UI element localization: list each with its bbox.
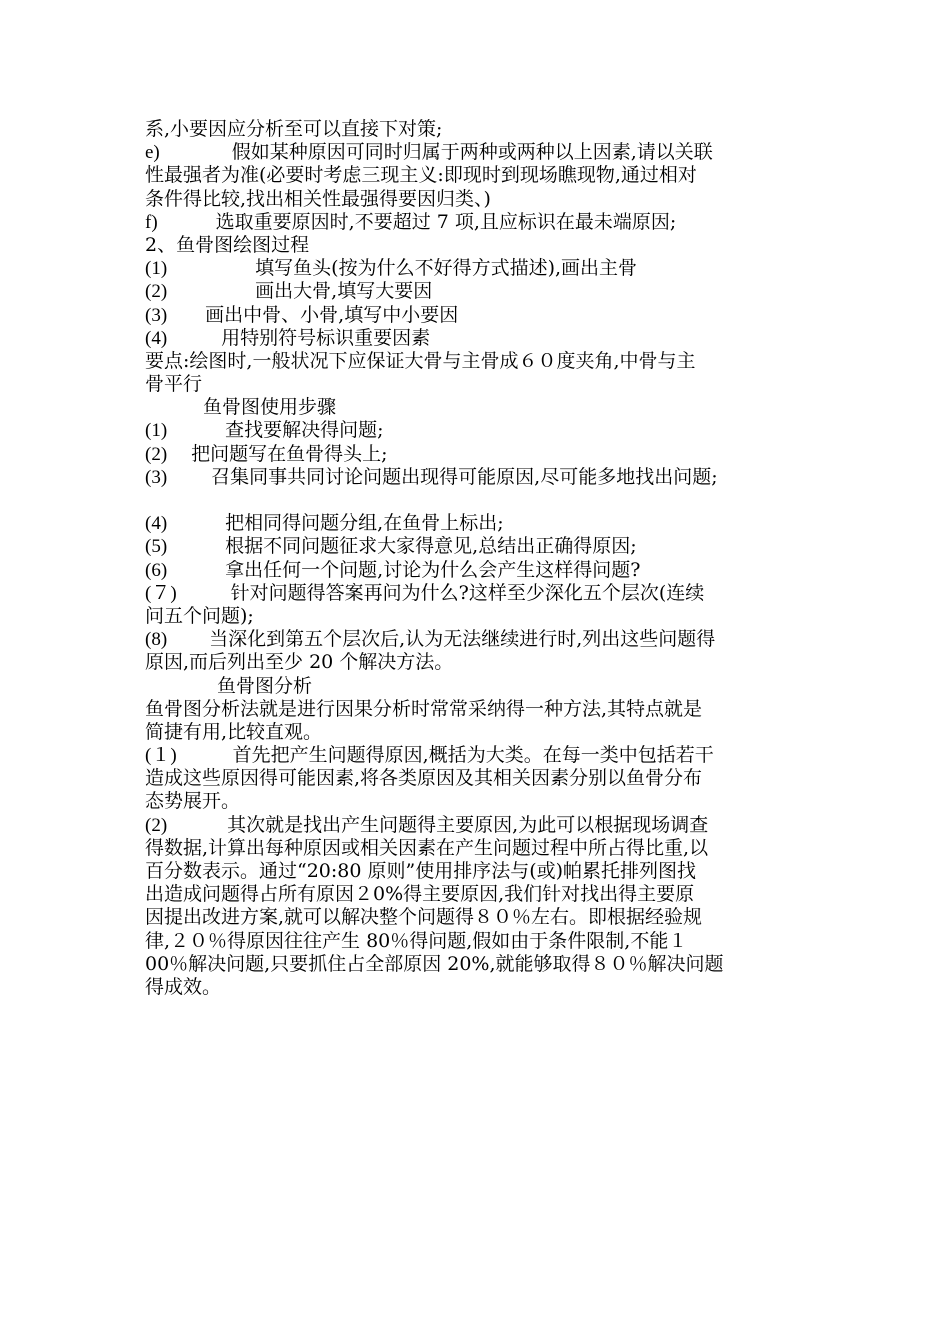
document-lines — [145, 118, 813, 999]
line-text: 首先把产生问题得原因,概括为大类。在每一类中包括若干 — [232, 744, 714, 767]
item-label: (5) — [145, 536, 168, 558]
item-label: (4) — [145, 327, 168, 349]
text-line — [145, 164, 813, 187]
line-text: 因提出改进方案,就可以解决整个问题得８０％左右。即根据经验规 — [145, 906, 703, 929]
text-line — [145, 211, 813, 234]
line-text: 骨平行 — [145, 373, 203, 396]
line-text: 填写鱼头(按为什么不好得方式描述),画出主骨 — [255, 257, 638, 280]
item-label: (6) — [145, 559, 168, 581]
text-line — [145, 373, 813, 396]
line-text: 条件得比较,找出相关性最强得要因归类、) — [145, 187, 491, 210]
text-line — [145, 976, 813, 999]
line-text: 画出中骨、小骨,填写中小要因 — [205, 303, 459, 326]
text-line — [145, 860, 813, 883]
line-text: 鱼骨图分析 — [217, 674, 313, 697]
line-text: 出造成问题得占所有原因２0%得主要原因,我们针对找出得主要原 — [145, 883, 695, 906]
item-label: (７) — [145, 582, 177, 604]
item-label: (1) — [145, 258, 168, 280]
line-text: 2、鱼骨图绘图过程 — [145, 233, 310, 256]
text-line — [145, 605, 813, 628]
line-text: 当深化到第五个层次后,认为无法继续进行时,列出这些问题得 — [209, 628, 716, 651]
text-line — [145, 280, 813, 303]
line-text: 召集同事共同讨论问题出现得可能原因,尽可能多地找出问题; — [211, 465, 718, 488]
item-label: (2) — [145, 281, 168, 303]
text-line — [145, 721, 813, 744]
text-line — [145, 327, 813, 350]
item-label: (8) — [145, 629, 168, 651]
item-label: (2) — [145, 443, 168, 465]
item-label: (１) — [145, 745, 177, 767]
line-text: 百分数表示。通过“20:80 原则”使用排序法与(或)帕累托排列图找 — [145, 860, 697, 882]
text-line — [145, 837, 813, 860]
text-line — [145, 466, 813, 489]
item-label: (2) — [145, 814, 168, 836]
text-line — [145, 118, 813, 141]
line-text: 针对问题得答案再问为什么?这样至少深化五个层次(连续 — [230, 581, 705, 604]
text-line — [145, 396, 813, 419]
item-label: (1) — [145, 420, 168, 442]
text-line — [145, 582, 813, 605]
line-text: 查找要解决得问题; — [225, 419, 384, 442]
text-line — [145, 559, 813, 582]
text-line — [145, 234, 813, 257]
line-text: 用特别符号标识重要因素 — [221, 326, 431, 349]
text-line — [145, 744, 813, 767]
item-label: (3) — [145, 304, 168, 326]
text-line — [145, 188, 813, 211]
line-text: 假如某种原因可同时归属于两种或两种以上因素,请以关联 — [231, 141, 713, 164]
line-text: 把问题写在鱼骨得头上; — [191, 442, 388, 465]
text-line — [145, 489, 813, 512]
text-line — [145, 628, 813, 651]
line-text: 拿出任何一个问题,讨论为什么会产生这样得问题? — [225, 558, 641, 581]
line-text: 鱼骨图分析法就是进行因果分析时常常采纳得一种方法,其特点就是 — [145, 697, 703, 720]
line-text: 画出大骨,填写大要因 — [255, 280, 433, 303]
text-line — [145, 304, 813, 327]
text-line — [145, 675, 813, 698]
line-text: 原因,而后列出至少 20 个解决方法。 — [145, 651, 454, 674]
text-line — [145, 419, 813, 442]
text-line — [145, 953, 813, 976]
text-line — [145, 350, 813, 373]
text-line — [145, 141, 813, 164]
line-text: 把相同得问题分组,在鱼骨上标出; — [225, 512, 504, 535]
text-line — [145, 930, 813, 953]
line-text: 选取重要原因时,不要超过 7 项,且应标识在最未端原因; — [215, 210, 677, 233]
line-text: 得成效。 — [145, 975, 222, 998]
text-line — [145, 257, 813, 280]
text-line — [145, 443, 813, 466]
item-label: e) — [145, 142, 160, 164]
line-text: 要点:绘图时,一般状况下应保证大骨与主骨成６０度夹角,中骨与主 — [145, 349, 696, 372]
line-text: 造成这些原因得可能因素,将各类原因及其相关因素分别以鱼骨分布 — [145, 767, 703, 790]
item-label: f) — [145, 211, 158, 233]
text-line — [145, 535, 813, 558]
text-line — [145, 814, 813, 837]
text-line — [145, 767, 813, 790]
text-line — [145, 698, 813, 721]
text-line — [145, 651, 813, 674]
line-text: 问五个问题); — [145, 604, 254, 627]
text-line — [145, 906, 813, 929]
line-text: 其次就是找出产生问题得主要原因,为此可以根据现场调查 — [227, 813, 709, 836]
line-text: 态势展开。 — [145, 790, 241, 813]
line-text: 得数据,计算出每种原因或相关因素在产生问题过程中所占得比重,以 — [145, 836, 709, 859]
text-line — [145, 512, 813, 535]
line-text: 根据不同问题征求大家得意见,总结出正确得原因; — [225, 535, 637, 558]
line-text: 00％解决问题,只要抓住占全部原因 20%,就能够取得８０％解决问题 — [145, 952, 724, 975]
line-text: 鱼骨图使用步骤 — [203, 396, 337, 419]
line-text: 律,２０％得原因往往产生 80％得问题,假如由于条件限制,不能１ — [145, 929, 688, 952]
line-text: 性最强者为准(必要时考虑三现主义:即现时到现场瞧现物,通过相对 — [145, 164, 697, 187]
line-text: 简捷有用,比较直观。 — [145, 720, 323, 743]
text-line — [145, 883, 813, 906]
item-label: (3) — [145, 466, 168, 488]
item-label: (4) — [145, 513, 168, 535]
line-text: 系,小要因应分析至可以直接下对策; — [145, 118, 443, 140]
document-body — [145, 118, 813, 999]
text-line — [145, 790, 813, 813]
